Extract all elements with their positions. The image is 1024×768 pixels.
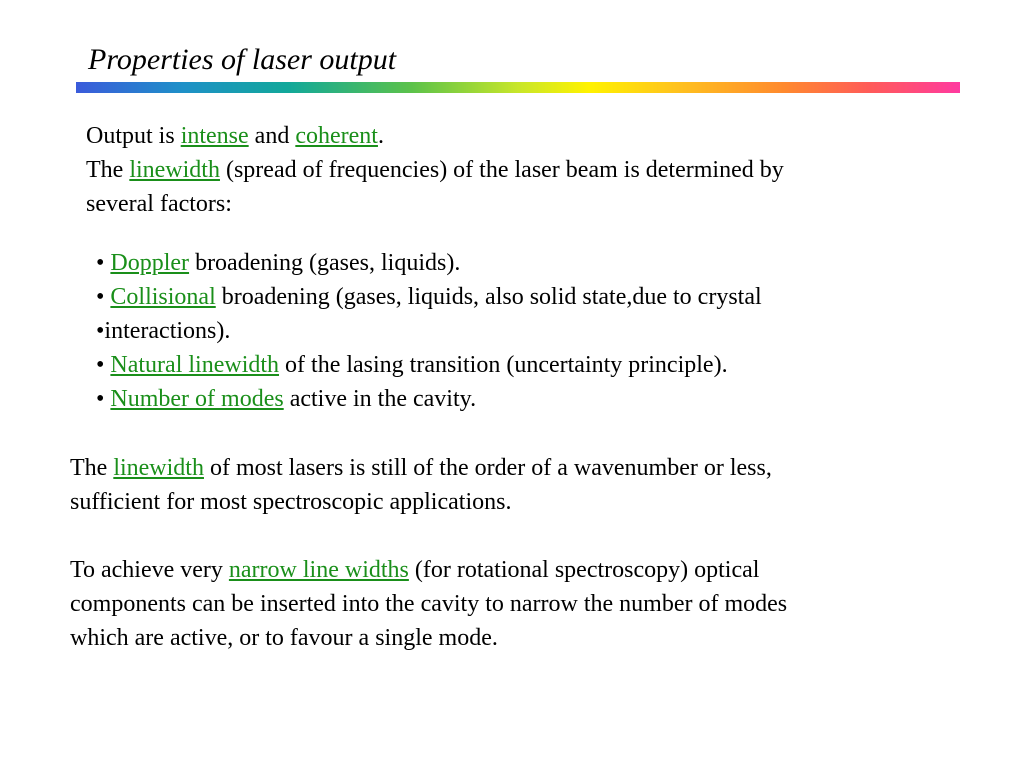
natural-linewidth-link[interactable]: Natural linewidth — [110, 352, 280, 378]
paragraph-line-2: components can be inserted into the cavity to narrow the number of modes — [70, 591, 788, 617]
bullet-icon: • — [96, 352, 111, 378]
intro-text: Output is — [86, 123, 181, 149]
paragraph-text: of most lasers is still of the order of a wavenumber or less, — [203, 455, 772, 481]
paragraph-text: (for rotational spectroscopy) optical — [408, 557, 760, 583]
narrow-linewidth-paragraph — [70, 553, 787, 655]
rainbow-divider — [76, 82, 960, 93]
list-item — [96, 382, 762, 416]
bullet-icon: • — [96, 250, 111, 276]
list-item — [96, 280, 762, 314]
list-item — [96, 348, 762, 382]
list-item-text: broadening (gases, liquids, also solid state,due to crystal — [215, 284, 762, 310]
intro-paragraph — [86, 119, 784, 221]
paragraph-line-2: sufficient for most spectroscopic applications. — [70, 489, 512, 515]
paragraph-line-3: which are active, or to favour a single mode. — [70, 625, 498, 651]
narrow-line-widths-link[interactable]: narrow line widths — [228, 557, 409, 583]
bullet-icon: • — [96, 386, 111, 412]
list-item-continuation: •interactions). — [96, 318, 231, 344]
list-item-text: active in the cavity. — [283, 386, 477, 412]
list-item-text: of the lasing transition (uncertainty principle). — [279, 352, 728, 378]
number-of-modes-link[interactable]: Number of modes — [110, 386, 284, 412]
linewidth-link[interactable]: linewidth — [129, 157, 220, 183]
list-item-text: broadening (gases, liquids). — [189, 250, 461, 276]
linewidth-paragraph — [70, 451, 772, 519]
factors-list — [96, 246, 762, 416]
intro-line-1 — [86, 119, 784, 153]
intro-text: . — [377, 123, 384, 149]
doppler-link[interactable]: Doppler — [110, 250, 190, 276]
linewidth-link[interactable]: linewidth — [113, 455, 204, 481]
intro-line-3: several factors: — [86, 191, 232, 217]
slide-title: Properties of laser output — [88, 43, 397, 76]
intro-text: and — [248, 123, 296, 149]
paragraph-text: To achieve very — [70, 557, 229, 583]
intense-link[interactable]: intense — [180, 123, 249, 149]
paragraph-text: The — [70, 455, 114, 481]
intro-text: (spread of frequencies) of the laser beam is determined by — [219, 157, 784, 183]
list-item — [96, 246, 762, 280]
collisional-link[interactable]: Collisional — [110, 284, 216, 310]
intro-line-2 — [86, 153, 784, 187]
bullet-icon: • — [96, 284, 111, 310]
coherent-link[interactable]: coherent — [295, 123, 378, 149]
intro-text: The — [86, 157, 130, 183]
paragraph-line-1 — [70, 553, 787, 587]
paragraph-line-1 — [70, 451, 772, 485]
